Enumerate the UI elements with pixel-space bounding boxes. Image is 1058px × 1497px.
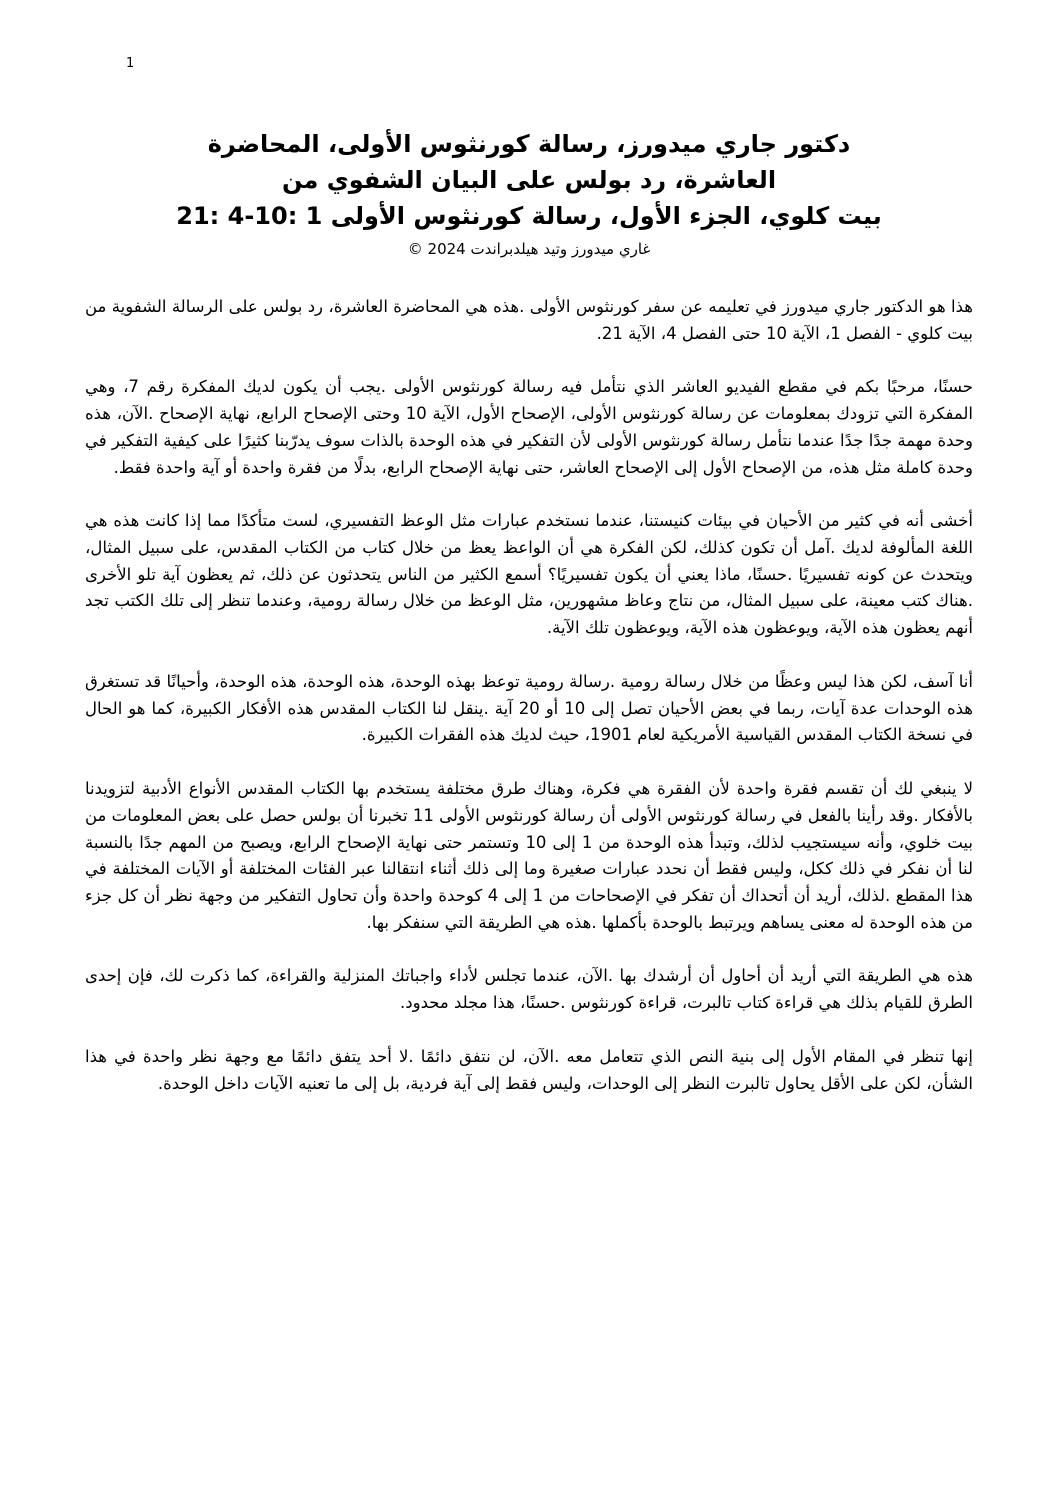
paragraph-4: أنا آسف، لكن هذا ليس وعظًا من خلال رسالة رومية .رسالة رومية توعظ بهذه الوحدة، هذه الوحدة، هذه الوحدة، وأحيانًا قد تستغرق هذه الوحدات عدة آيات، ربما في بعض الأحيان تصل إلى 10 أو 20 آية .ينقل لنا الكتاب المقدس هذه الأفكار الكبيرة، كما هو الحال في نسخة الكتاب المقدس القياسية الأمريكية لعام 1901، حيث لديك هذه الفقرات الكبيرة.	[85, 671, 973, 745]
page-content	[85, 126, 973, 1097]
title-line-2: العاشرة، رد بولس على البيان الشفوي من	[281, 166, 777, 194]
paragraph-5: لا ينبغي لك أن تقسم فقرة واحدة لأن الفقرة هي فكرة، وهناك طرق مختلفة يستخدم بها الكتاب المقدس الأنواع الأدبية لتزويدنا بالأفكار .وقد رأينا بالفعل في رسالة كورنثوس الأولى أن رسالة كورنثوس الأولى 11 تخبرنا أن بولس حصل على بعض المعلومات من بيت خلوي، وأنه سيستجيب لذلك، وتبدأ هذه الوحدة من 1 إلى 10 وتستمر حتى نهاية الإصحاح الرابع، ويصبح من المهم جدًا بالنسبة لنا أن نفكر في ذلك ككل، وليس فقط أن نحدد عبارات صغيرة وما إلى ذلك أثناء انتقالنا عبر الفئات المختلفة أو الآيات المختلفة في هذا المقطع .لذلك، أريد أن أتحداك أن تفكر في الإصحاحات من 1 إلى 4 كوحدة واحدة وأن تحاول التفكير من وجهة نظر أن كل جزء من هذه الوحدة له معنى يساهم ويرتبط بالوحدة بأكملها .هذه هي الطريقة التي سنفكر بها.	[85, 779, 973, 932]
title-line-1: دكتور جاري ميدورز، رسالة كورنثوس الأولى، المحاضرة	[207, 130, 851, 158]
paragraph-2: حسنًا، مرحبًا بكم في مقطع الفيديو العاشر الذي نتأمل فيه رسالة كورنثوس الأولى .يجب أن يكون لديك المفكرة رقم 7، وهي المفكرة التي تزودك بمعلومات عن رسالة كورنثوس الأولى، الإصحاح الأول، الآية 10 وحتى الإصحاح الرابع، نهاية الإصحاح .الآن، هذه وحدة مهمة جدًا جدًا عندما نتأمل رسالة كورنثوس الأولى لأن التفكير في هذه الوحدة بالذات سوف يدرّبنا كثيرًا على كيفية التفكير في وحدة كاملة مثل هذه، من الإصحاح الأول إلى الإصحاح العاشر، حتى نهاية الإصحاح الرابع، بدلًا من فقرة واحدة أو آية واحدة فقط.	[85, 377, 974, 477]
document-body	[85, 294, 973, 1097]
paragraph-3: أخشى أنه في كثير من الأحيان في بيئات كنيستنا، عندما نستخدم عبارات مثل الوعظ التفسيري، لست متأكدًا مما إذا كانت هذه هي اللغة المألوفة لديك .آمل أن تكون كذلك، لكن الفكرة هي أن الواعظ يعظ من خلال كتاب من الكتاب المقدس، على سبيل المثال، ويتحدث عن كونه تفسيريًا .حسنًا، ماذا يعني أن يكون تفسيريًا؟ أسمع الكثير من الناس يتحدثون عن ذلك، ثم يعظون آية تلو الأخرى .هناك كتب معينة، على سبيل المثال، من نتاج وعاظ مشهورين، مثل الوعظ من خلال رسالة رومية، وعندما تنظر إلى تلك الكتب تجد أنهم يعظون هذه الآية، ويوعظون هذه الآية، ويوعظون تلك الآية.	[85, 511, 973, 638]
paragraph-1: هذا هو الدكتور جاري ميدورز في تعليمه عن سفر كورنثوس الأولى .هذه هي المحاضرة العاشرة، رد بولس على الرسالة الشفوية من بيت كلوي - الفصل 1، الآية 10 حتى الفصل 4، الآية 21.	[85, 297, 973, 343]
document-title	[85, 126, 973, 234]
copyright-byline: غاري ميدورز وتيد هيلدبراندت 2024 ©	[407, 240, 651, 258]
title-line-3: بيت كلوي، الجزء الأول، رسالة كورنثوس الأولى 1 :10-4 :21	[176, 202, 882, 230]
paragraph-7: إنها تنظر في المقام الأول إلى بنية النص الذي تتعامل معه .الآن، لن نتفق دائمًا .لا أحد يتفق دائمًا مع وجهة نظر واحدة في هذا الشأن، لكن على الأقل يحاول تالبرت النظر إلى الوحدات، وليس فقط إلى آية فردية، بل إلى ما تعنيه الآيات داخل الوحدة.	[85, 1046, 973, 1093]
paragraph-6: هذه هي الطريقة التي أريد أن أحاول أن أرشدك بها .الآن، عندما تجلس لأداء واجباتك المنزلية والقراءة، كما ذكرت لك، فإن إحدى الطرق للقيام بذلك هي قراءة كتاب تالبرت، قراءة كورنثوس .حسنًا، هذا مجلد محدود.	[85, 966, 973, 1013]
page-number: 1	[126, 56, 135, 71]
